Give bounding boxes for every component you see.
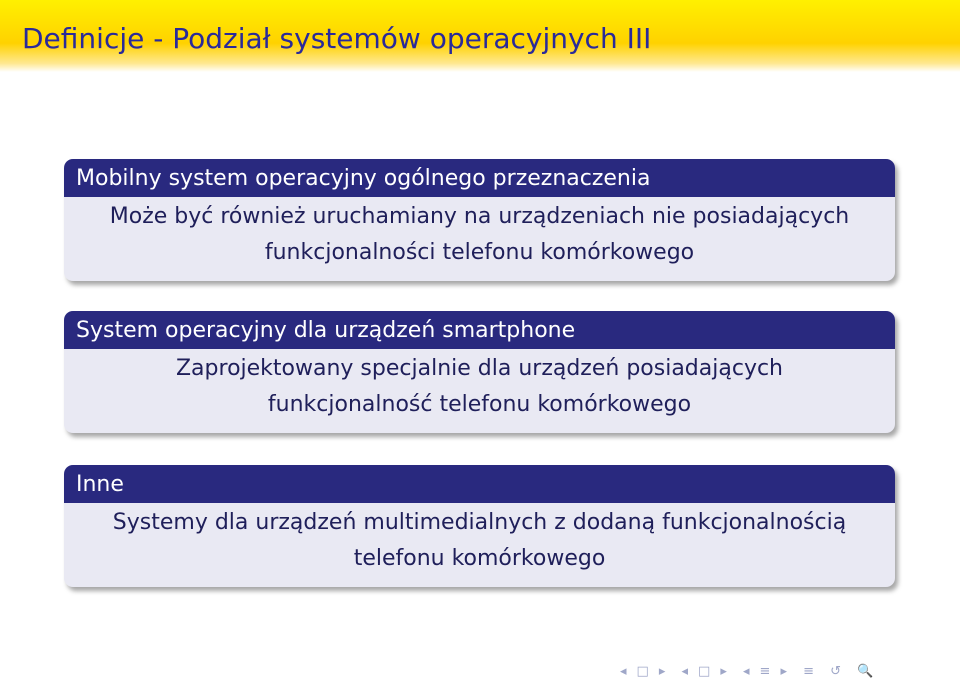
nav-next-frame-icon[interactable]: ▸: [658, 664, 668, 679]
block-body: [64, 503, 895, 587]
nav-prev-subsection-icon[interactable]: ◂: [681, 664, 691, 679]
block-body-line: Zaprojektowany specjalnie dla urządzeń posiadających: [175, 356, 784, 381]
nav-align-icon[interactable]: ≡: [803, 664, 817, 679]
block-body-line: funkcjonalności telefonu komórkowego: [264, 240, 695, 265]
block-body-line: telefonu komórkowego: [353, 546, 606, 571]
beamer-navigation-bar: [620, 664, 883, 684]
block-body: [64, 349, 895, 433]
nav-section-icon[interactable]: ≡: [759, 664, 773, 679]
title-bar: [0, 0, 960, 72]
nav-undo-icon[interactable]: ↺: [830, 664, 844, 679]
nav-next-subsection-icon[interactable]: ▸: [720, 664, 729, 679]
nav-prev-section-icon[interactable]: ◂: [743, 664, 752, 679]
block-body: [64, 197, 895, 281]
block-body-line: Systemy dla urządzeń multimedialnych z dodaną funkcjonalnością: [112, 510, 847, 535]
nav-prev-frame-icon[interactable]: ◂: [620, 664, 629, 679]
block-smartphone: [64, 311, 895, 433]
block-heading: Mobilny system operacyjny ogólnego przeznaczenia: [64, 159, 895, 197]
block-mobile-general: [64, 159, 895, 281]
block-heading: Inne: [64, 465, 895, 503]
nav-subsection-icon[interactable]: □: [698, 664, 713, 679]
nav-next-section-icon[interactable]: ▸: [780, 664, 789, 679]
block-heading: System operacyjny dla urządzeń smartphone: [64, 311, 895, 349]
block-body-line: funkcjonalność telefonu komórkowego: [267, 392, 692, 417]
block-other: [64, 465, 895, 587]
nav-frame-icon[interactable]: □: [636, 664, 651, 679]
block-body-line: Może być również uruchamiany na urządzeniach nie posiadających: [109, 204, 850, 229]
nav-search-icon[interactable]: 🔍: [857, 664, 876, 679]
slide-title: Definicje - Podział systemów operacyjnych III: [22, 22, 652, 55]
